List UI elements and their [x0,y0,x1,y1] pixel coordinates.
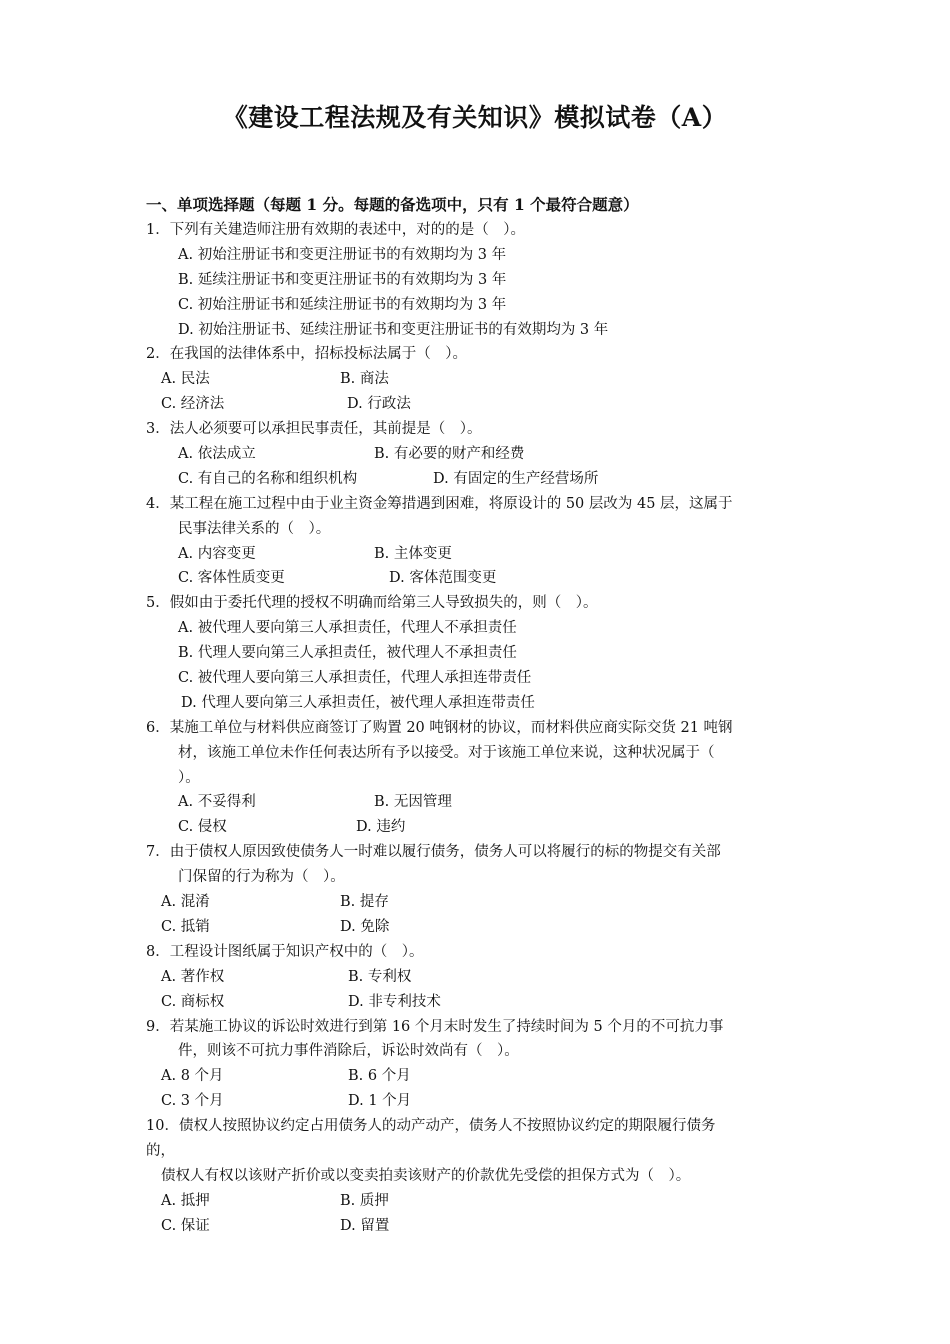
answer-option: C. 3 个月 [161,1093,224,1110]
answer-option: D. 留置 [340,1217,390,1234]
answer-option: A. 民法 [161,371,210,388]
option-row [146,293,810,318]
question-item [146,1114,810,1238]
answer-option: D. 客体范围变更 [389,570,497,587]
option-row [146,641,810,666]
answer-option: B. 商法 [340,371,389,388]
option-row [146,790,810,815]
question-list [146,218,810,1239]
question-item [146,940,810,1015]
option-row [146,566,810,591]
answer-option: B. 延续注册证书和变更注册证书的有效期均为 3 年 [178,271,507,288]
answer-option: B. 提存 [340,894,389,911]
question-stem: 10．债权人按照协议约定占用债务人的动产动产，债务人不按照协议约定的期限履行债务 [146,1118,716,1135]
option-row [146,542,810,567]
question-stem: 1．下列有关建造师注册有效期的表述中，对的的是（ ）。 [146,222,525,238]
answer-option: A. 8 个月 [161,1068,224,1085]
answer-option: C. 有自己的名称和组织机构 [178,470,358,487]
option-row [146,815,810,840]
question-stem: ）。 [178,769,200,786]
answer-option: B. 代理人要向第三人承担责任，被代理人不承担责任 [178,645,517,662]
section-heading: 一、单项选择题（每题 1 分。每题的备选项中，只有 1 个最符合题意） [146,195,639,214]
option-row [146,915,810,940]
answer-option: D. 有固定的生产经营场所 [433,470,599,487]
question-stem: 2．在我国的法律体系中，招标投标法属于（ ）。 [146,346,467,363]
option-row [146,318,810,343]
question-item [146,218,810,342]
question-item [146,716,810,840]
question-stem: 7．由于债权人原因致使债务人一时难以履行债务，债务人可以将履行的标的物提交有关部 [146,844,721,861]
question-stem: 的， [146,1142,175,1159]
answer-option: C. 初始注册证书和延续注册证书的有效期均为 3 年 [178,296,507,313]
answer-option: C. 商标权 [161,993,225,1010]
answer-option: A. 著作权 [161,968,225,985]
answer-option: C. 客体性质变更 [178,570,285,587]
answer-option: C. 侵权 [178,819,227,836]
answer-option: D. 非专利技术 [348,993,441,1010]
option-row [146,268,810,293]
answer-option: B. 主体变更 [374,545,452,562]
answer-option: C. 经济法 [161,396,225,413]
option-row [146,616,810,641]
question-stem: 民事法律关系的（ ）。 [178,520,331,537]
answer-option: D. 免除 [340,918,390,935]
answer-option: B. 6 个月 [348,1068,411,1085]
option-row [146,666,810,691]
question-stem: 5．假如由于委托代理的授权不明确而给第三人导致损失的，则（ ）。 [146,595,598,612]
question-item [146,492,810,592]
question-stem: 9．若某施工协议的诉讼时效进行到第 16 个月末时发生了持续时间为 5 个月的不可抗力事 [146,1018,724,1035]
question-item [146,1015,810,1115]
question-stem: 4．某工程在施工过程中由于业主资金筹措遇到困难，将原设计的 50 层改为 45 层，这属于 [146,495,733,512]
option-row [146,990,810,1015]
answer-option: B. 有必要的财产和经费 [374,446,525,463]
answer-option: D. 初始注册证书、延续注册证书和变更注册证书的有效期均为 3 年 [178,321,609,338]
option-row [146,890,810,915]
option-row [146,1189,810,1214]
answer-option: A. 初始注册证书和变更注册证书的有效期均为 3 年 [178,246,507,263]
option-row [146,1089,810,1114]
option-row [146,1214,810,1239]
answer-option: B. 无因管理 [374,794,452,811]
answer-option: A. 混淆 [161,894,210,911]
page-title: 《建设工程法规及有关知识》模拟试卷（A） [222,103,728,132]
question-stem: 债权人有权以该财产折价或以变卖拍卖该财产的价款优先受偿的担保方式为（ ）。 [161,1167,691,1184]
question-stem: 6．某施工单位与材料供应商签订了购置 20 吨钢材的协议，而材料供应商实际交货 21 吨钢 [146,719,733,736]
question-stem: 8．工程设计图纸属于知识产权中的（ ）。 [146,943,424,960]
option-row [146,243,810,268]
question-stem: 门保留的行为称为（ ）。 [178,869,345,886]
answer-option: A. 被代理人要向第三人承担责任，代理人不承担责任 [178,620,517,637]
answer-option: D. 行政法 [347,396,411,413]
option-row [146,1064,810,1089]
option-row [146,367,810,392]
answer-option: C. 保证 [161,1217,210,1234]
option-row [146,392,810,417]
answer-option: A. 不妥得利 [178,794,256,811]
question-item [146,342,810,417]
question-item [146,591,810,715]
question-item [146,417,810,492]
answer-option: C. 抵销 [161,918,210,935]
answer-option: A. 内容变更 [178,545,256,562]
answer-option: D. 代理人要向第三人承担责任，被代理人承担连带责任 [181,694,535,711]
answer-option: A. 依法成立 [178,446,256,463]
question-stem: 件，则该不可抗力事件消除后，诉讼时效尚有（ ）。 [178,1043,519,1060]
question-stem: 材，该施工单位未作任何表达所有予以接受。对于该施工单位来说，这种状况属于（ [178,744,715,761]
answer-option: D. 违约 [356,819,406,836]
answer-option: B. 专利权 [348,968,412,985]
answer-option: B. 质押 [340,1192,389,1209]
answer-option: C. 被代理人要向第三人承担责任，代理人承担连带责任 [178,670,532,687]
option-row [146,442,810,467]
option-row [146,467,810,492]
option-row [146,965,810,990]
question-item [146,840,810,940]
answer-option: D. 1 个月 [348,1093,412,1110]
answer-option: A. 抵押 [161,1192,210,1209]
option-row [146,691,810,716]
question-stem: 3．法人必须要可以承担民事责任，其前提是（ ）。 [146,421,482,438]
